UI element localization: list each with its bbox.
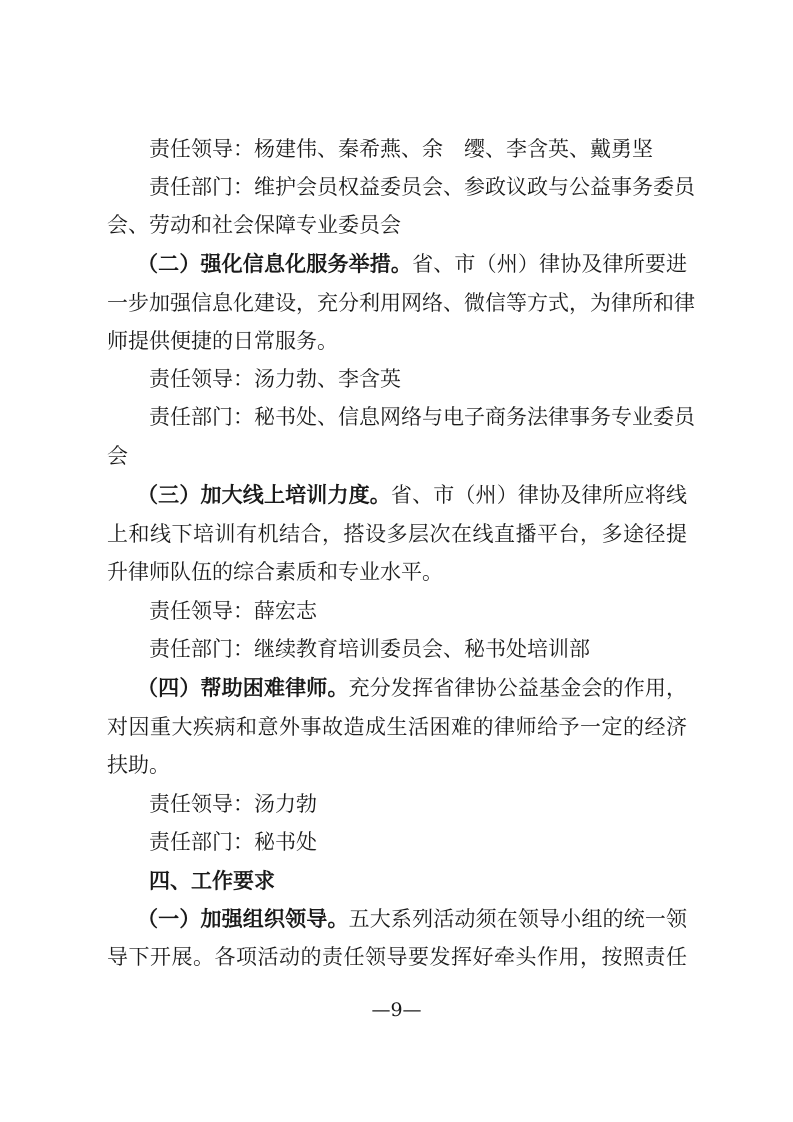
paragraph-line: 一步加强信息化建设，充分利用网络、微信等方式，为律所和律: [107, 291, 695, 315]
responsible-leaders-line: 责任领导：汤力勃: [149, 792, 317, 816]
subsection-heading-line: （一）加强组织领导。五大系列活动须在领导小组的统一领: [137, 906, 688, 931]
subsection-title: （四）帮助困难律师。: [137, 675, 349, 700]
responsible-departments-line: 责任部门：继续教育培训委员会、秘书处培训部: [149, 637, 590, 661]
paragraph-line: 会: [107, 444, 128, 468]
responsible-leaders-line: 责任领导：薛宏志: [149, 599, 317, 623]
responsible-departments-line: 责任部门：秘书处: [149, 830, 317, 854]
responsible-departments-line: 责任部门：维护会员权益委员会、参政议政与公益事务委员: [149, 175, 695, 199]
subsection-heading-line: （四）帮助困难律师。充分发挥省律协公益基金会的作用，: [137, 675, 688, 700]
page-number: —9—: [371, 999, 422, 1021]
paragraph-line: 导下开展。各项活动的责任领导要发挥好牵头作用，按照责任: [107, 945, 687, 969]
paragraph-line: 升律师队伍的综合素质和专业水平。: [107, 560, 443, 584]
paragraph-line: 对因重大疾病和意外事故造成生活困难的律师给予一定的经济: [107, 715, 687, 739]
subsection-title: （三）加大线上培训力度。: [137, 482, 391, 507]
paragraph-line: 师提供便捷的日常服务。: [107, 329, 338, 353]
responsible-leaders-line: 责任领导：杨建伟、秦希燕、余 缨、李含英、戴勇坚: [149, 137, 653, 161]
section-heading: 四、工作要求: [149, 869, 275, 893]
paragraph-line: 扶助。: [107, 753, 170, 777]
subsection-title: （一）加强组织领导。: [137, 906, 349, 931]
responsible-departments-line: 责任部门：秘书处、信息网络与电子商务法律事务专业委员: [149, 405, 695, 429]
subsection-heading-line: （三）加大线上培训力度。省、市（州）律协及律所应将线: [137, 482, 688, 507]
paragraph-line: 上和线下培训有机结合，搭设多层次在线直播平台，多途径提: [107, 522, 687, 546]
responsible-leaders-line: 责任领导：汤力勃、李含英: [149, 367, 401, 391]
subsection-heading-line: （二）强化信息化服务举措。省、市（州）律协及律所要进: [137, 251, 688, 276]
paragraph-line: 会、劳动和社会保障专业委员会: [107, 213, 401, 237]
subsection-title: （二）强化信息化服务举措。: [137, 251, 413, 276]
